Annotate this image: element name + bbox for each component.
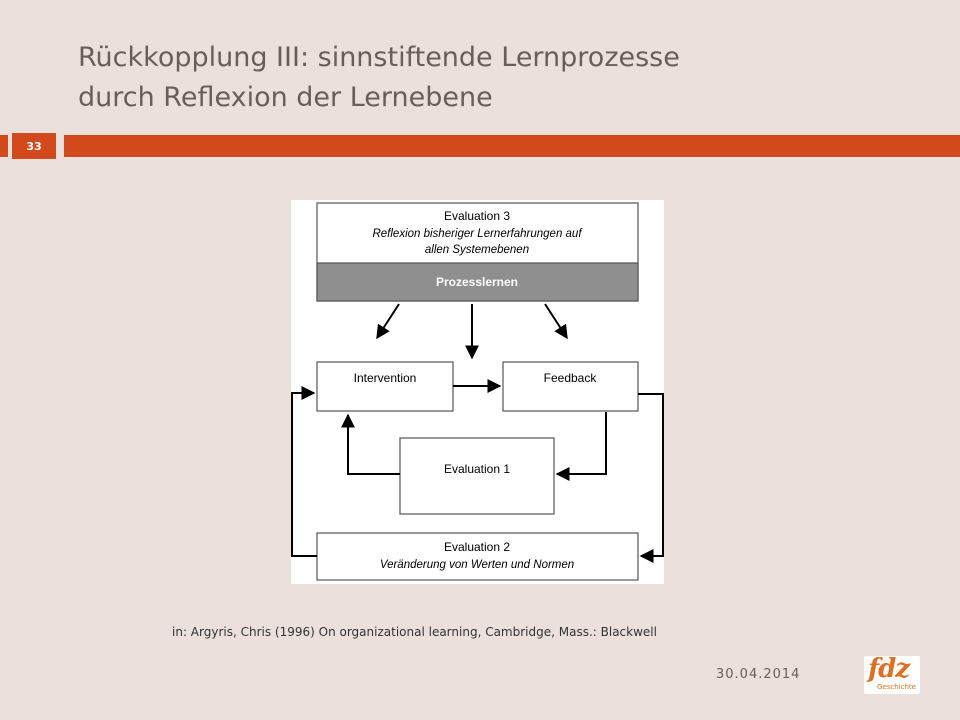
evaluation3-line2: allen Systemebenen [424,244,530,256]
logo-main-text: fdz [868,654,910,684]
fdz-logo [864,656,920,694]
slide-date: 30.04.2014 [716,667,801,682]
evaluation2-subtitle: Veränderung von Werten und Normen [379,559,575,571]
slide-title-line-2: durch Reflexion der Lernebene [78,82,493,113]
learning-loop-diagram [291,200,664,584]
evaluation3-title: Evaluation 3 [443,209,511,223]
arrow-eval3-left [377,304,399,338]
arrow-feedback-evaluation1 [557,412,606,474]
accent-bar-right [64,135,960,157]
feedback-label: Feedback [543,371,597,385]
evaluation3-line1: Reflexion bisheriger Lernerfahrungen auf [372,228,582,240]
accent-bar-left [0,135,8,157]
arrow-evaluation1-intervention [348,415,400,474]
intervention-label: Intervention [353,371,417,385]
slide-title [78,38,938,118]
arrow-evaluation2-intervention [292,393,317,556]
citation: in: Argyris, Chris (1996) On organizational learning, Cambridge, Mass.: Blackwell [172,625,657,639]
slide-title-line-1: Rückkopplung III: sinnstiftende Lernprozesse [78,42,680,73]
feedback-box [503,362,638,411]
logo-sub-text: Geschichte [877,683,916,691]
arrow-eval3-right [545,304,567,338]
arrow-feedback-evaluation2 [638,394,663,556]
prozesslernen-label: Prozesslernen [435,275,519,289]
intervention-box [317,362,453,411]
evaluation1-box [400,438,554,514]
evaluation2-title: Evaluation 2 [443,540,511,554]
slide-number: 33 [12,133,56,159]
evaluation1-label: Evaluation 1 [443,462,511,476]
